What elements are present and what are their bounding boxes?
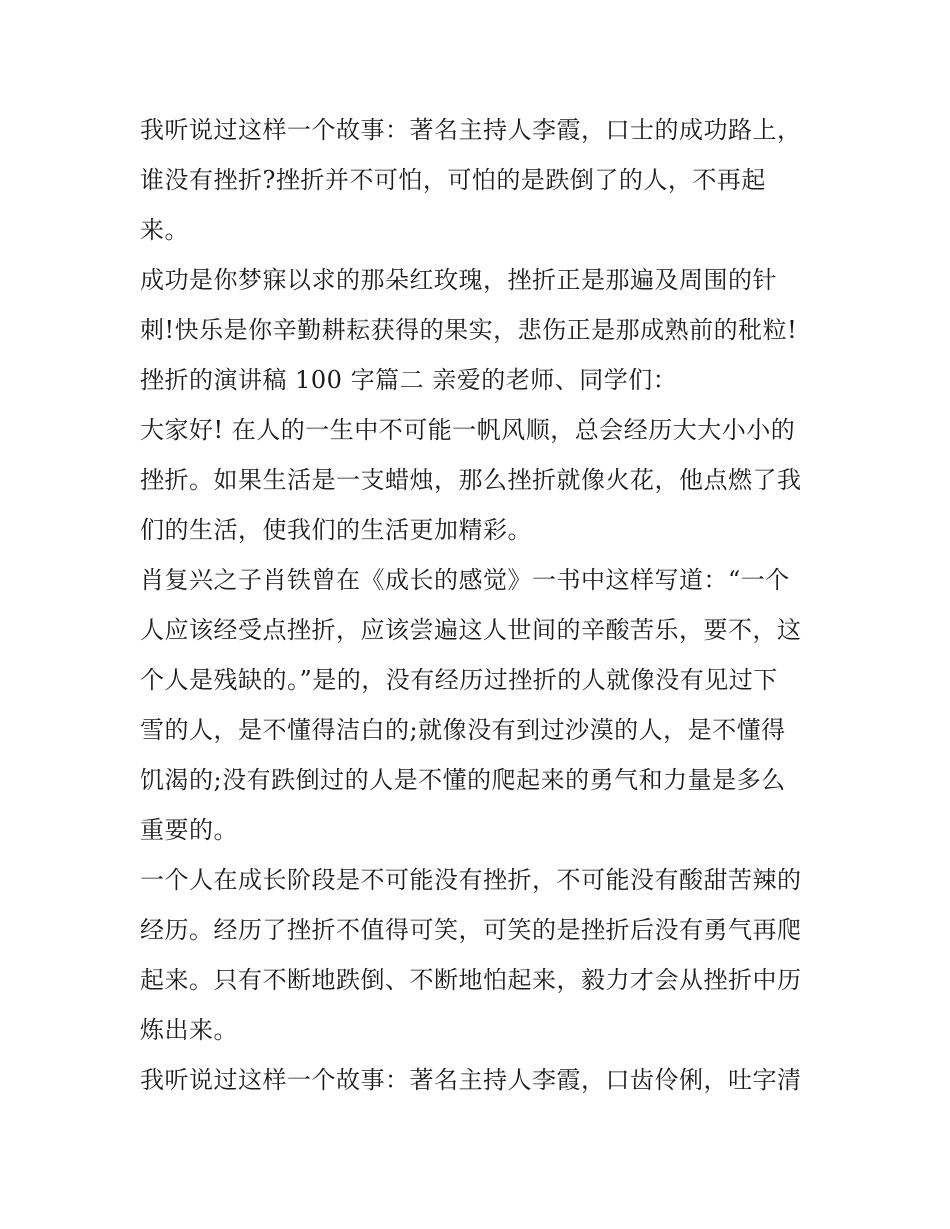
text-line: 刺!快乐是你辛勤耕耘获得的果实，悲伤正是那成熟前的秕粒! <box>140 316 798 344</box>
paragraph-5 <box>140 855 820 1055</box>
text-line: 个人是残缺的。”是的，没有经历过挫折的人就像没有见过下 <box>140 666 778 694</box>
text-line: 成功是你梦寐以求的那朵红玫瑰，挫折正是那遍及周围的针 <box>140 266 777 294</box>
document-body <box>140 105 820 1105</box>
paragraph-1 <box>140 105 820 255</box>
text-line: 肖复兴之子肖铁曾在《成长的感觉》一书中这样写道：“一个 <box>140 566 790 594</box>
paragraph-4 <box>140 555 820 855</box>
text-line: 饥渴的;没有跌倒过的人是不懂的爬起来的勇气和力量是多么 <box>140 766 786 794</box>
text-line: 们的生活，使我们的生活更加精彩。 <box>140 516 532 544</box>
text-line: 谁没有挫折?挫折并不可怕，可怕的是跌倒了的人，不再起 <box>140 166 766 194</box>
text-line: 经历。经历了挫折不值得可笑，可笑的是挫折后没有勇气再爬 <box>140 916 802 944</box>
text-line: 来。 <box>140 216 189 244</box>
paragraph-3 <box>140 405 820 555</box>
text-line: 一个人在成长阶段是不可能没有挫折，不可能没有酸甜苦辣的 <box>140 866 802 894</box>
text-line: 雪的人，是不懂得洁白的;就像没有到过沙漠的人，是不懂得 <box>140 716 786 744</box>
text-line: 挫折的演讲稿 100 字篇二 亲爱的老师、同学们： <box>140 366 678 394</box>
text-line: 挫折。如果生活是一支蜡烛，那么挫折就像火花，他点燃了我 <box>140 466 802 494</box>
text-line: 炼出来。 <box>140 1016 238 1044</box>
paragraph-6 <box>140 1055 820 1105</box>
section-heading <box>140 355 820 405</box>
text-line: 起来。只有不断地跌倒、不断地怕起来，毅力才会从挫折中历 <box>140 966 802 994</box>
text-line: 我听说过这样一个故事：著名主持人李霞，口士的成功路上， <box>140 116 802 144</box>
text-line: 我听说过这样一个故事：著名主持人李霞，口齿伶俐，吐字清 <box>140 1066 802 1094</box>
paragraph-2 <box>140 255 820 355</box>
text-line: 大家好! 在人的一生中不可能一帆风顺，总会经历大大小小的 <box>140 416 796 444</box>
text-line: 重要的。 <box>140 816 238 844</box>
text-line: 人应该经受点挫折，应该尝遍这人世间的辛酸苦乐，要不，这 <box>140 616 802 644</box>
